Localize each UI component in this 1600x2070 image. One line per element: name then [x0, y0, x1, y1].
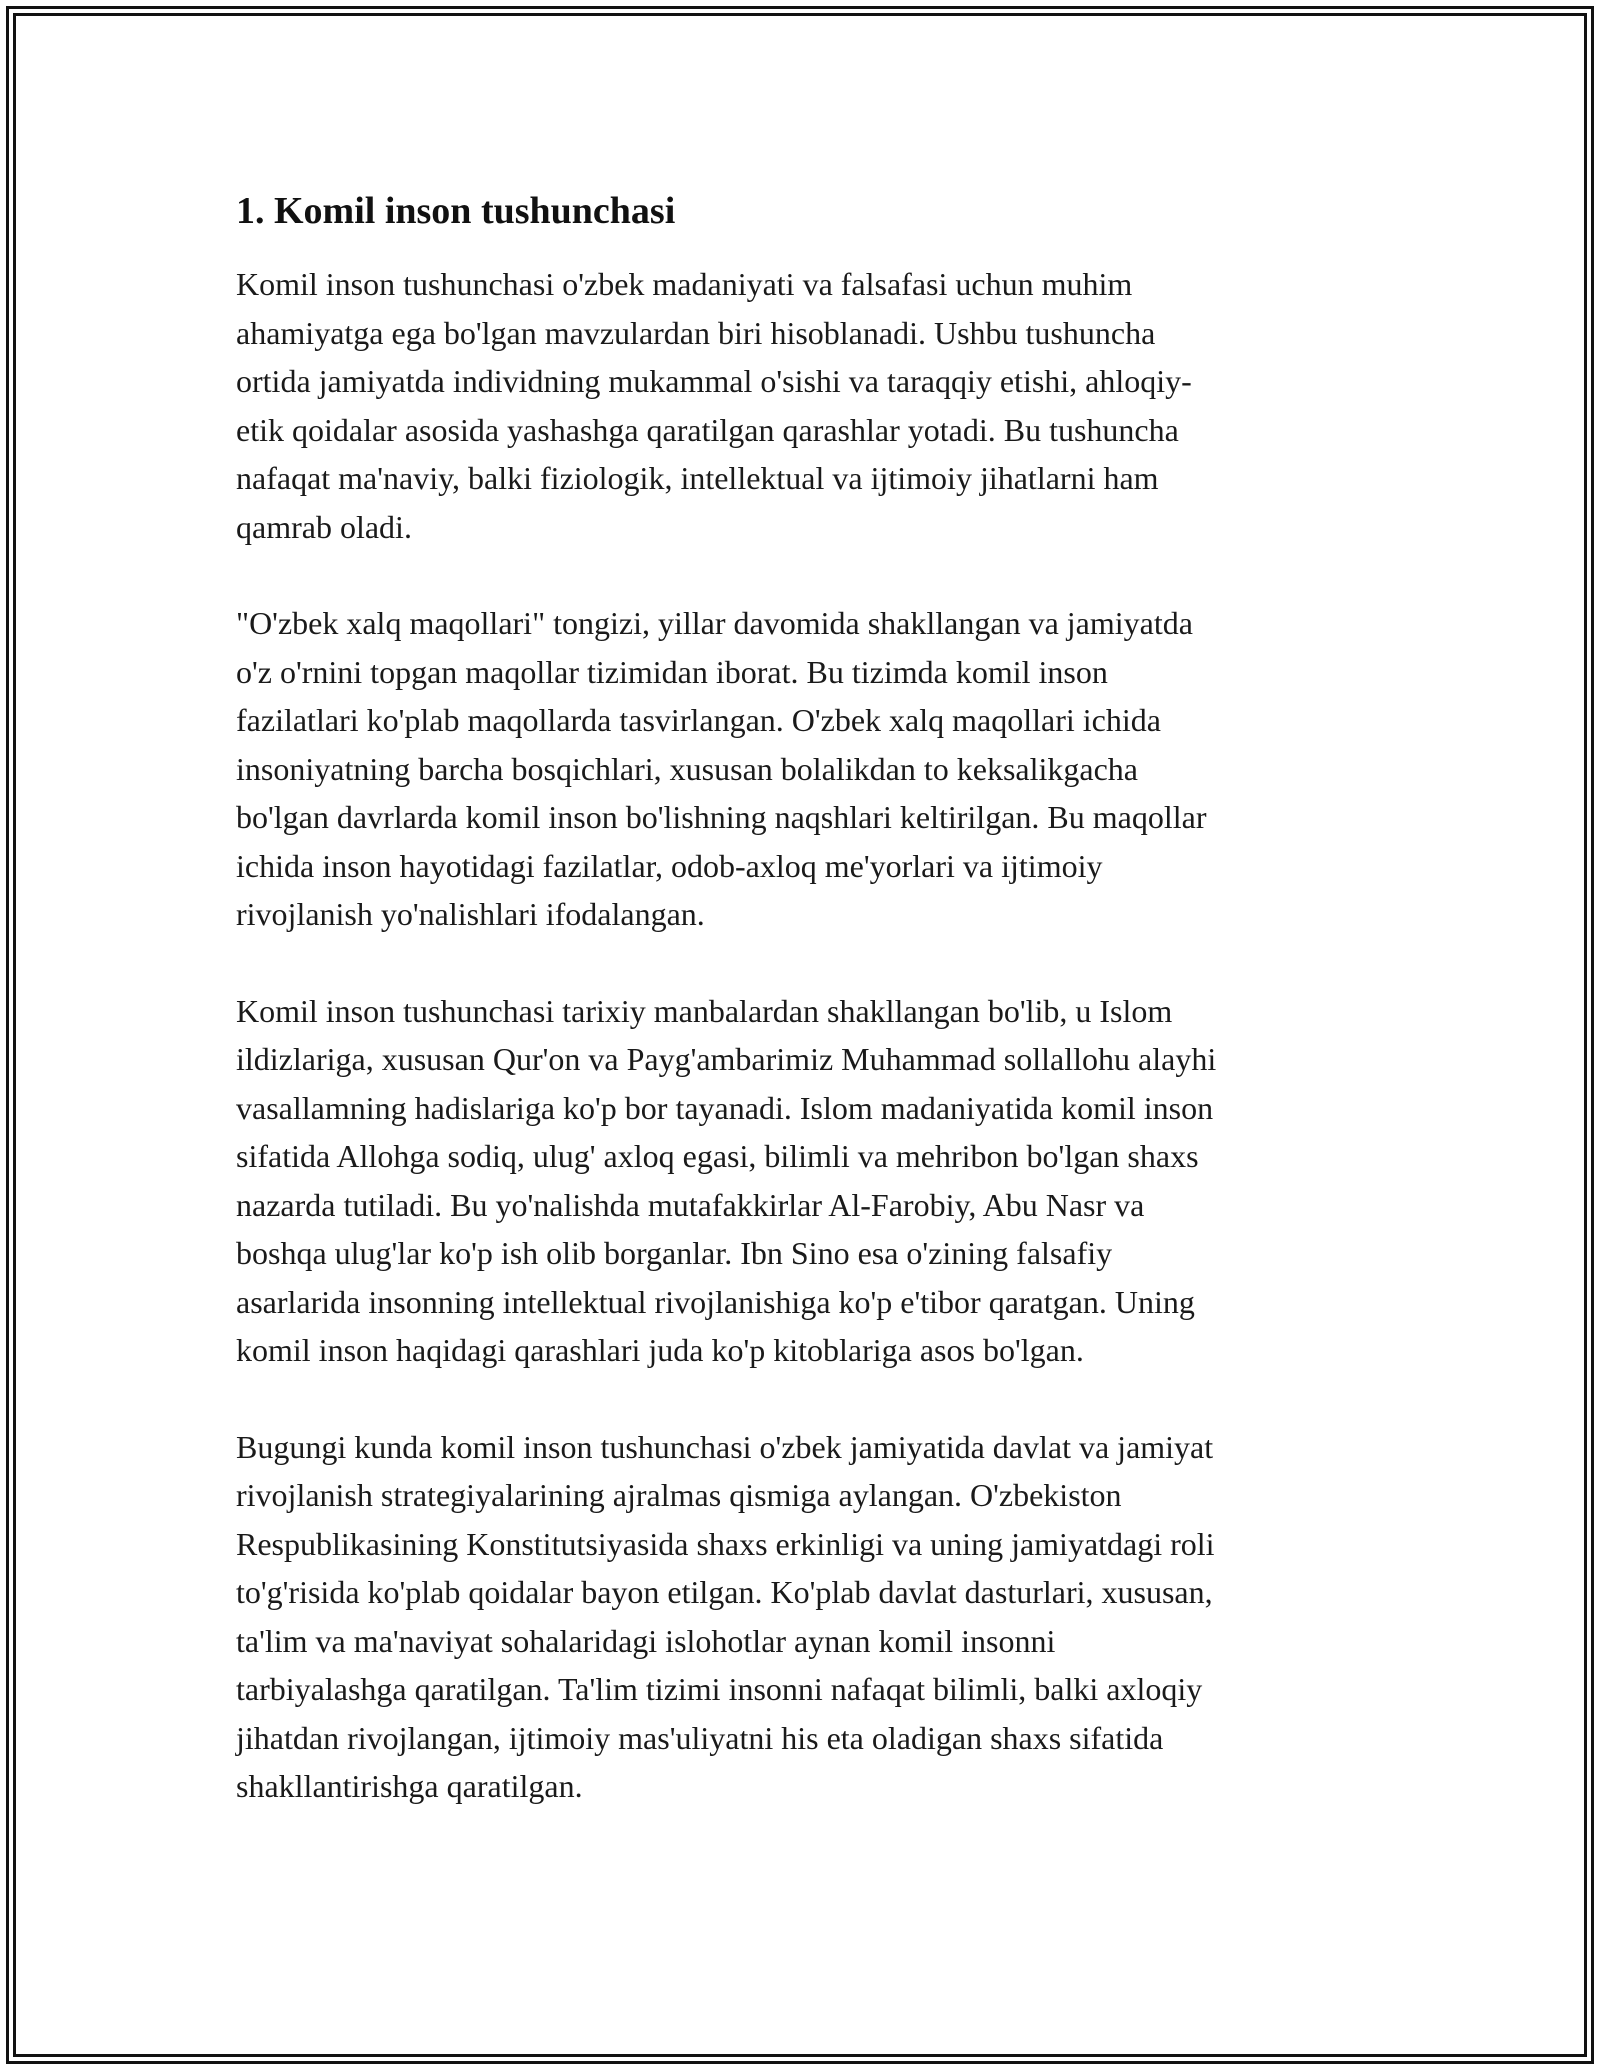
paragraph-line: jihatdan rivojlangan, ijtimoiy mas'uliyatni his eta oladigan shaxs sifatida	[236, 1719, 1164, 1756]
paragraph-line: rivojlanish strategiyalarining ajralmas qismiga aylangan. O'zbekiston	[236, 1477, 1122, 1513]
paragraph-line: Bugungi kunda komil inson tushunchasi o'zbek jamiyatida davlat va jamiyat	[236, 1428, 1214, 1465]
paragraph-line: ortida jamiyatda individning mukammal o'sishi va taraqqiy etishi, ahloqiy-	[236, 363, 1192, 399]
paragraph-line: asarlarida insonning intellektual rivojlanishiga ko'p e'tibor qaratgan. Uning	[236, 1283, 1195, 1320]
paragraph-line: ta'lim va ma'naviyat sohalaridagi islohotlar aynan komil insonni	[236, 1622, 1056, 1659]
paragraph-2	[236, 599, 1386, 939]
paragraph-line: o'z o'rnini topgan maqollar tizimidan iborat. Bu tizimda komil inson	[236, 653, 1108, 690]
paragraph-line: "O'zbek xalq maqollari" tongizi, yillar davomida shakllangan va jamiyatda	[236, 605, 1193, 641]
paragraph-line: Respublikasining Konstitutsiyasida shaxs erkinligi va uning jamiyatdagi roli	[236, 1525, 1215, 1562]
paragraph-line: fazilatlari ko'plab maqollarda tasvirlangan. O'zbek xalq maqollari ichida	[236, 702, 1161, 738]
paragraph-line: to'g'risida ko'plab qoidalar bayon etilgan. Ko'plab davlat dasturlari, xususan,	[236, 1574, 1213, 1610]
paragraph-line: Komil inson tushunchasi tarixiy manbalardan shakllangan bo'lib, u Islom	[236, 992, 1173, 1029]
paragraph-line: ahamiyatga ega bo'lgan mavzulardan biri hisoblanadi. Ushbu tushuncha	[236, 314, 1156, 351]
paragraph-line: sifatida Allohga sodiq, ulug' axloq egasi, bilimli va mehribon bo'lgan shaxs	[236, 1138, 1199, 1174]
paragraph-line: nafaqat ma'naviy, balki fiziologik, intellektual va ijtimoiy jihatlarni ham	[236, 460, 1159, 496]
paragraph-line: vasallamning hadislariga ko'p bor tayanadi. Islom madaniyatida komil inson	[236, 1089, 1214, 1126]
paragraph-line: Komil inson tushunchasi o'zbek madaniyati va falsafasi uchun muhim	[236, 266, 1133, 302]
paragraph-line: bo'lgan davrlarda komil inson bo'lishning naqshlari keltirilgan. Bu maqollar	[236, 799, 1207, 835]
paragraph-line: rivojlanish yo'nalishlari ifodalangan.	[236, 896, 705, 932]
paragraph-line: komil inson haqidagi qarashlari juda ko'p kitoblariga asos bo'lgan.	[236, 1332, 1084, 1368]
paragraph-line: shakllantirishga qaratilgan.	[236, 1768, 583, 1804]
document-body	[236, 186, 1386, 1859]
paragraph-3	[236, 987, 1386, 1375]
paragraph-1	[236, 260, 1386, 551]
paragraph-line: boshqa ulug'lar ko'p ish olib borganlar. Ibn Sino esa o'zining falsafiy	[236, 1235, 1113, 1271]
paragraph-line: ichida inson hayotidagi fazilatlar, odob-axloq me'yorlari va ijtimoiy	[236, 847, 1103, 884]
paragraph-line: ildizlariga, xususan Qur'on va Payg'ambarimiz Muhammad sollallohu alayhi	[236, 1041, 1217, 1077]
paragraph-line: etik qoidalar asosida yashashga qaratilgan qarashlar yotadi. Bu tushuncha	[236, 411, 1179, 448]
paragraph-4	[236, 1423, 1386, 1811]
paragraph-line: tarbiyalashga qaratilgan. Ta'lim tizimi insonni nafaqat bilimli, balki axloqiy	[236, 1671, 1203, 1707]
paragraph-line: nazarda tutiladi. Bu yo'nalishda mutafakkirlar Al-Farobiy, Abu Nasr va	[236, 1186, 1145, 1223]
paragraph-line: qamrab oladi.	[236, 508, 412, 545]
paragraph-line: insoniyatning barcha bosqichlari, xususan bolalikdan to keksalikgacha	[236, 750, 1138, 787]
section-heading: 1. Komil inson tushunchasi	[236, 190, 676, 232]
